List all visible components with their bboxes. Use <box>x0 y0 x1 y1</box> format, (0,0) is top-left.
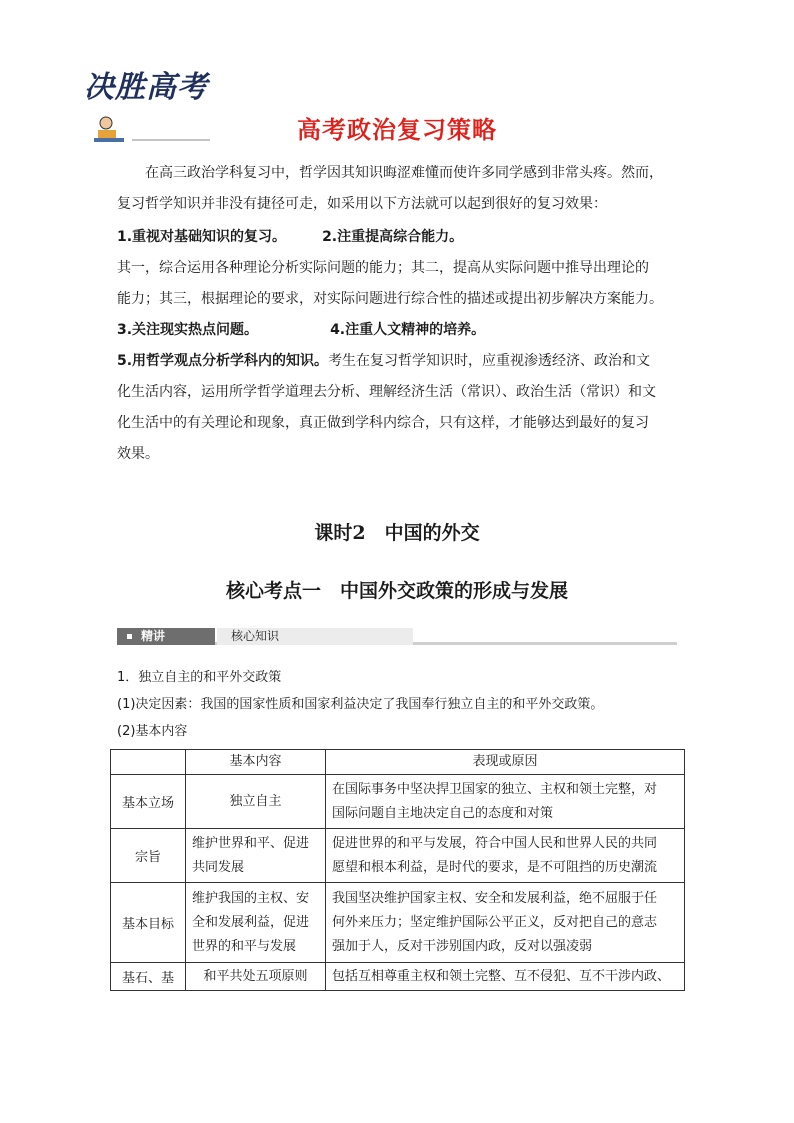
tip-5-line-4: 效果。 <box>117 446 159 462</box>
header-cell <box>111 750 186 775</box>
table-row <box>111 775 685 829</box>
row-content: 维护我国的主权、安 全和发展利益，促进 世界的和平与发展 <box>186 883 326 963</box>
subheading-2: (1)决定因素：我国的国家性质和国家利益决定了我国奉行独立自主的和平外交政策。 <box>117 697 604 712</box>
table-row <box>111 963 685 991</box>
tip-5-heading: 5.用哲学观点分析学科内的知识。 <box>117 353 329 369</box>
row-label: 基石、基 <box>111 963 186 991</box>
square-icon <box>127 634 132 639</box>
row-label: 基本立场 <box>111 775 186 829</box>
row-label: 基本目标 <box>111 883 186 963</box>
tip-2-detail-1: 其一，综合运用各种理论分析实际问题的能力；其二，提高从实际问题中推导出理论的 <box>117 260 649 276</box>
header-cell: 表现或原因 <box>326 750 685 775</box>
intro-line-2: 复习哲学知识并非没有捷径可走，如采用以下方法就可以起到很好的复习效果： <box>117 196 607 212</box>
tab-active <box>117 628 215 645</box>
tab-active-label: 精讲 <box>141 629 166 643</box>
tip-4: 4.注重人文精神的培养。 <box>330 322 486 338</box>
tip-3: 3.关注现实热点问题。 <box>117 322 259 338</box>
tip-5-text: 考生在复习哲学知识时，应重视渗透经济、政治和文 <box>328 353 651 369</box>
tip-2: 2.注重提高综合能力。 <box>322 229 464 245</box>
policy-table <box>110 749 685 991</box>
logo-wordmark: 决胜高考 <box>84 70 208 105</box>
tip-5 <box>117 346 679 377</box>
tip-2-detail-2: 能力；其三，根据理论的要求，对实际问题进行综合性的描述或提出初步解决方案能力。 <box>117 291 663 307</box>
intro-line-1: 在高三政治学科复习中，哲学因其知识晦涩难懂而使许多同学感到非常头疼。然而， <box>145 165 663 181</box>
row-label: 宗旨 <box>111 829 186 883</box>
tip-5-line-3: 化生活中的有关理论和现象，真正做到学科内综合，只有这样，才能够达到最好的复习 <box>117 415 649 431</box>
table-header-row <box>111 750 685 775</box>
row-content: 和平共处五项原则 <box>186 963 326 991</box>
section-title: 核心考点一 中国外交政策的形成与发展 <box>225 580 568 602</box>
row-content: 独立自主 <box>186 775 326 829</box>
lesson-title: 课时2 中国的外交 <box>314 522 480 544</box>
row-reason: 我国坚决维护国家主权、安全和发展利益，绝不屈服于任 何外来压力；坚定维护国际公平正义，反对把自己的意志 强加于人，反对干涉别国内政，反对以强凌弱 <box>326 883 685 963</box>
page-title: 高考政治复习策略 <box>297 116 497 144</box>
table-row <box>111 883 685 963</box>
table-row <box>111 829 685 883</box>
header-cell: 基本内容 <box>186 750 326 775</box>
tab-label: 核心知识 <box>217 628 413 645</box>
subheading-1: 1．独立自主的和平外交政策 <box>117 670 282 685</box>
row-reason: 包括互相尊重主权和领土完整、互不侵犯、互不干涉内政、 <box>326 963 685 991</box>
subheading-3: (2)基本内容 <box>117 724 188 739</box>
row-reason: 在国际事务中坚决捍卫国家的独立、主权和领土完整，对 国际问题自主地决定自己的态度和对策 <box>326 775 685 829</box>
tip-3-4 <box>117 315 679 346</box>
section-tab-bar <box>117 628 677 646</box>
row-reason: 促进世界的和平与发展，符合中国人民和世界人民的共同 愿望和根本利益，是时代的要求，是不可阻挡的历史潮流 <box>326 829 685 883</box>
row-content: 维护世界和平、促进 共同发展 <box>186 829 326 883</box>
tip-5-line-2: 化生活内容，运用所学哲学道理去分析、理解经济生活（常识）、政治生活（常识）和文 <box>117 384 656 400</box>
tip-1: 1.重视对基础知识的复习。 <box>117 229 287 245</box>
tip-1-2 <box>117 222 679 253</box>
